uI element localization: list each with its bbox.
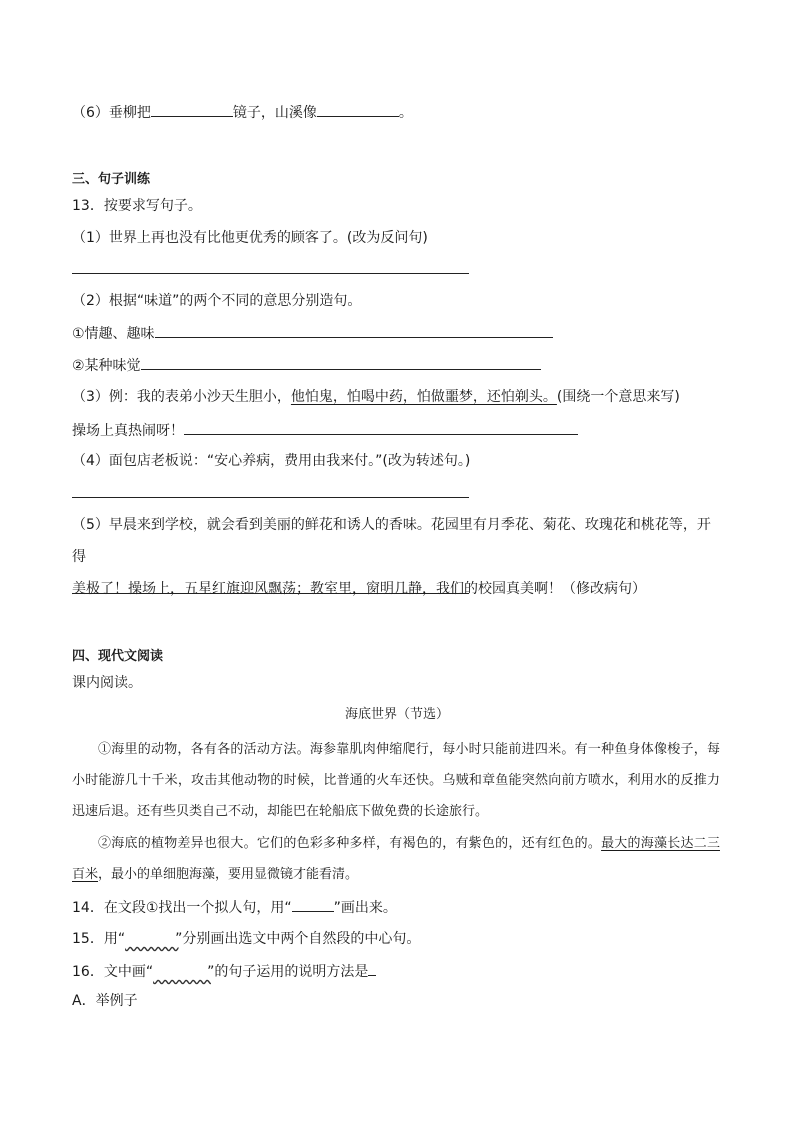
q13-s3-line2: [72, 420, 578, 441]
q13-s5-line2: 美极了！操场上，五星红旗迎风飘荡；教室里，窗明几静，我们的校园真美啊！（修改病句）: [72, 581, 646, 597]
q6-blank-2[interactable]: [317, 102, 399, 117]
q13-s3-blank[interactable]: [184, 420, 578, 435]
q13-s4-answer-line[interactable]: [72, 497, 469, 498]
q16-post: ”的句子运用的说明方法是: [207, 964, 369, 980]
q13-s3-pre: （3）例：我的表弟小沙天生胆小，: [72, 389, 291, 405]
q13-s4: （4）面包店老板说：“安心养病，费用由我来付。”(改为转述句。): [72, 453, 471, 469]
q15-line: [72, 929, 420, 949]
q16-line: [72, 961, 376, 982]
q13-s2b-line: [72, 355, 541, 376]
reading-paragraph-2: [72, 828, 720, 890]
q13-s1-answer-line[interactable]: [72, 273, 469, 274]
q14-underline-sample: [292, 897, 334, 912]
q13-s2b: ②某种味觉: [72, 358, 141, 374]
q6-line: [72, 102, 413, 123]
q13-s3-example: 他怕鬼，怕喝中药，怕做噩梦，还怕剃头。: [290, 389, 557, 405]
reading-paragraph-1: ①海里的动物，各有各的活动方法。海参靠肌肉伸缩爬行，每小时只能前进四米。有一种鱼身体像梭子，每小时能游几十千米，攻击其他动物的时候，比普通的火车还快。乌贼和章鱼能突然向前方喷水，利用水的反推力迅速后退。还有些贝类自己不动，却能巴在轮船底下做免费的长途旅行。: [72, 742, 720, 819]
q13-s2a-blank[interactable]: [155, 323, 553, 338]
q13-s2: （2）根据“味道”的两个不同的意思分别造句。: [72, 293, 362, 309]
q13-s1: （1）世界上再也没有比他更优秀的顾客了。(改为反问句): [72, 230, 428, 246]
section4-intro: 课内阅读。: [72, 675, 142, 691]
section3-title: 三、句子训练: [72, 172, 151, 187]
q15-post: ”分别画出选文中两个自然段的中心句。: [175, 931, 421, 947]
q13-s3-post: (围绕一个意思来写): [556, 389, 680, 405]
q13-s3-line: [72, 387, 680, 407]
q13-s2b-blank[interactable]: [141, 355, 541, 370]
section4-title: 四、现代文阅读: [72, 649, 164, 664]
q6-prefix: （6）垂柳把: [72, 105, 151, 121]
option-a[interactable]: A．举例子: [72, 993, 138, 1009]
q13-s2a: ①情趣、趣味: [72, 326, 155, 342]
q14-line: [72, 897, 397, 918]
q16-wavy-sample: ​: [153, 964, 211, 980]
q15-wavy-sample: ​: [125, 931, 179, 947]
reading-p2-post: ，最小的单细胞海藻，要用显微镜才能看清。: [98, 867, 359, 882]
q13-s5-line1: （5）早晨来到学校，就会看到美丽的鲜花和诱人的香味。花园里有月季花、菊花、玫瑰花和桃花等，开得: [72, 517, 711, 565]
q13-s3-prompt: 操场上真热闹呀！: [72, 423, 184, 439]
q16-pre: 16．文中画“: [72, 964, 154, 980]
reading-p2-underlined: 最大的海藻长达二三百米: [72, 836, 720, 882]
q14-pre: 14．在文段①找出一个拟人句，用“: [72, 900, 292, 916]
q15-pre: 15．用“: [72, 931, 126, 947]
q16-answer-blank[interactable]: [368, 961, 376, 976]
reading-p2-pre: ②海底的植物差异也很大。它们的色彩多种多样，有褐色的，有紫色的，还有红色的。: [98, 836, 602, 851]
reading-title: 海底世界（节选）: [344, 707, 449, 722]
q13-s5: [72, 509, 724, 605]
q13-title: 13．按要求写句子。: [72, 198, 202, 214]
q6-mid: 镜子，山溪像: [232, 105, 317, 121]
q6-blank-1[interactable]: [151, 102, 233, 117]
q6-end: 。: [398, 105, 413, 121]
q13-s5-answer-line[interactable]: [72, 593, 469, 594]
q13-s2a-line: [72, 323, 553, 344]
q14-post: ”画出来。: [333, 900, 397, 916]
